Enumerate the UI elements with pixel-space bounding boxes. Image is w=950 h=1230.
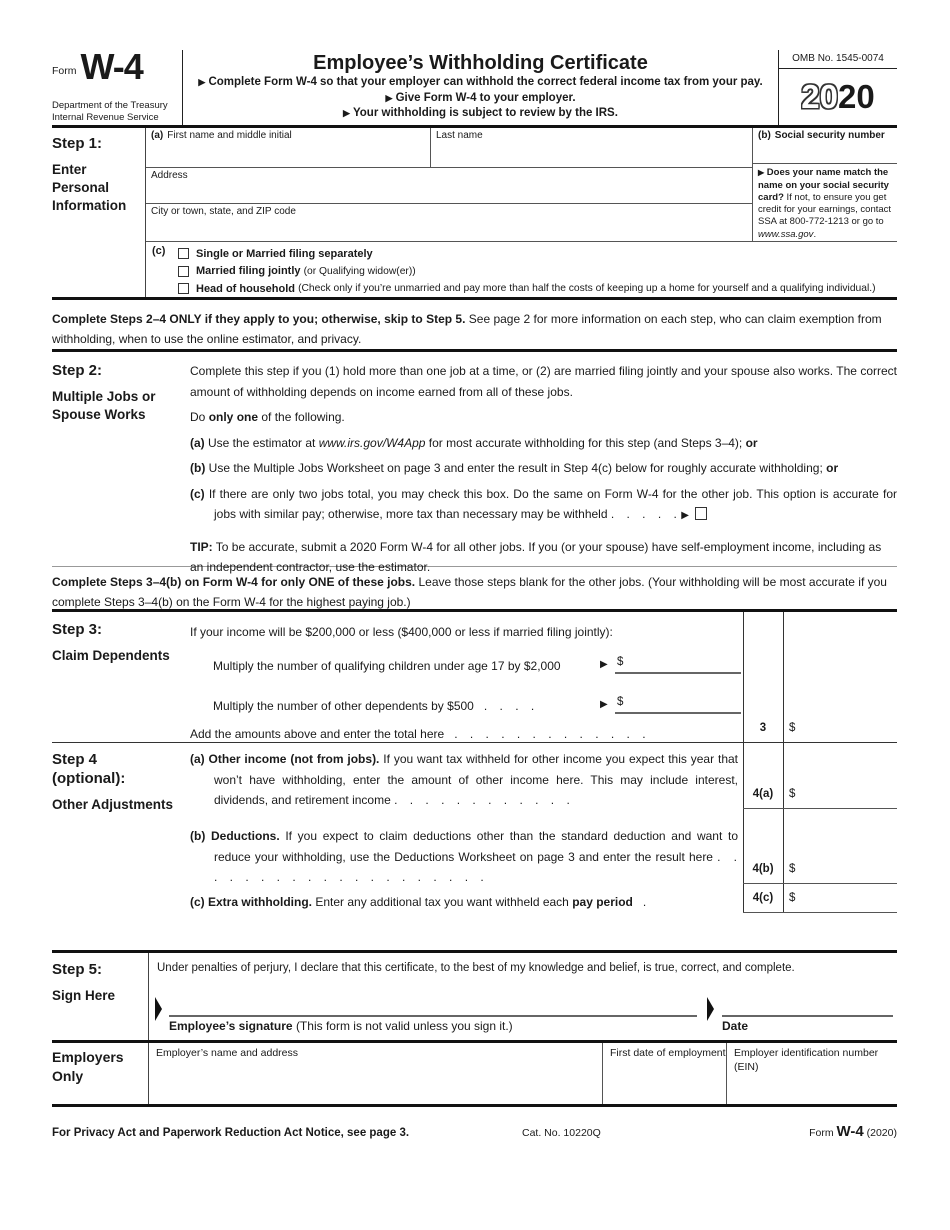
form-header: [52, 46, 897, 128]
step5-title: Step 5:: [52, 961, 103, 978]
item-4c-bold: Extra withholding.: [204, 895, 313, 909]
item-a-or: or: [745, 435, 758, 450]
footer-form-year: (2020): [863, 1127, 897, 1139]
single-label: Single or Married filing separately: [196, 247, 373, 260]
item-b-text: Use the Multiple Jobs Worksheet on page 3 and enter the result in Step 4(c) below for roughly accurate withholding;: [205, 461, 827, 475]
do-post: of the following.: [258, 410, 345, 424]
city-label: City or town, state, and ZIP code: [151, 206, 296, 217]
address-field[interactable]: [146, 167, 752, 203]
step1-label-col: [52, 128, 146, 297]
ein-label: Employer identification number (EIN): [734, 1047, 879, 1073]
table-vline-amounts: [783, 612, 784, 913]
step2-label-col: [52, 361, 190, 566]
first-name-field[interactable]: [146, 128, 431, 167]
notice-steps-2-4: [52, 300, 897, 352]
form-word: Form: [52, 65, 77, 77]
item-4a-bold: Other income (not from jobs).: [204, 752, 380, 766]
married-jointly-label: Married filing jointly: [196, 265, 304, 278]
city-state-zip-field[interactable]: [146, 203, 752, 241]
step4-item-c: [190, 892, 738, 913]
line3-number: 3: [759, 722, 767, 734]
ssn-field[interactable]: [753, 128, 897, 164]
step4-item-b: [190, 826, 738, 888]
omb-number: OMB No. 1545-0074: [779, 50, 897, 69]
step3-children-text: Multiply the number of qualifying children under age 17 by $2,000: [213, 659, 561, 673]
employer-name-address-field[interactable]: [149, 1043, 602, 1104]
arrow-right-icon: ▶: [600, 659, 608, 670]
form-title-block: [182, 50, 779, 125]
line3-amount-field[interactable]: $: [789, 722, 796, 734]
step4-item-a: [190, 749, 738, 811]
step2-do-only-one: [190, 407, 897, 428]
line4b-underline: [743, 883, 897, 884]
item-a-letter: (a): [190, 435, 205, 450]
line4b-amount-field[interactable]: $: [789, 863, 796, 875]
arrow-right-icon: ▶: [343, 108, 350, 118]
bullet-2-text: Give Form W-4 to your employer.: [395, 91, 576, 104]
item-4b-bold: Deductions.: [205, 829, 280, 843]
form-title: Employee’s Withholding Certificate: [313, 52, 648, 74]
catalog-number: Cat. No. 10220Q: [522, 1127, 601, 1139]
line4a-amount-field[interactable]: $: [789, 788, 796, 800]
step3-total-text: [190, 724, 647, 745]
item-4b-text: If you expect to claim deductions other than the standard deduction and want to reduce your withholding, use the Deductions Worksheet on page 3 and enter the result here: [214, 829, 738, 864]
total-text: Add the amounts above and enter the total here: [190, 727, 445, 741]
married-jointly-label-rest: (or Qualifying widow(er)): [303, 265, 416, 277]
step2-title: Step 2:: [52, 362, 103, 379]
step5-body: [149, 953, 897, 1040]
ssa-note-end: .: [813, 228, 817, 240]
step1-name-address-fields: [146, 128, 752, 241]
address-label: Address: [151, 170, 188, 181]
children-amount-field[interactable]: [615, 656, 741, 674]
year-bold-digits: 20: [838, 78, 875, 115]
arrow-right-icon: ▶: [758, 168, 765, 178]
step1-body: [146, 128, 897, 297]
employer-name-label: Employer’s name and address: [156, 1047, 299, 1059]
agency-lines: [52, 100, 178, 123]
bullet-3-text: Your withholding is subject to review by the IRS.: [352, 107, 618, 119]
dollar-sign: $: [617, 696, 624, 708]
signature-arrow-icon: [155, 997, 162, 1021]
date-arrow-icon: [707, 997, 714, 1021]
signature-caption-bold: Employee’s signature: [169, 1019, 296, 1033]
notice-steps-3-4b: [52, 567, 897, 612]
step3-label-col: [52, 620, 182, 665]
ein-field[interactable]: [726, 1043, 897, 1104]
footer-form-id: [809, 1123, 897, 1140]
employers-only-section: [52, 1043, 897, 1107]
filing-status-area: [146, 241, 897, 298]
spacer: [52, 913, 897, 950]
dependents-text: Multiply the number of other dependents by $500: [213, 699, 474, 713]
head-of-household-label-rest: (Check only if you’re unmarried and pay more than half the costs of keeping up a home for yourself and a qualifying individual.): [298, 283, 876, 295]
item-b-or: or: [826, 461, 839, 475]
step2-subtitle: Multiple Jobs or Spouse Works: [52, 389, 156, 422]
total-dot-leader: . . . . . . . . . . . . .: [454, 727, 647, 741]
do-bold: only one: [208, 410, 259, 424]
item-4c-bold2: pay period: [572, 895, 633, 909]
notice1-bold: Complete Steps 2–4 ONLY if they apply to you; otherwise, skip to Step 5.: [52, 312, 466, 326]
ssn-column: [752, 128, 897, 241]
item-4a-dot-leader: . . . . . . . . . . . .: [394, 793, 571, 807]
two-jobs-checkbox[interactable]: [695, 507, 707, 520]
step2-item-a: [190, 433, 897, 454]
ssn-label: Social security number: [774, 130, 885, 141]
item-4b-letter: (b): [190, 829, 206, 843]
ssa-note: [753, 164, 897, 241]
omb-year-block: [779, 50, 897, 125]
first-date-employment-field[interactable]: [602, 1043, 726, 1104]
footer-form-word: Form: [809, 1127, 837, 1139]
item-4c-pre: Enter any additional tax you want withheld each: [312, 895, 573, 909]
notice2-bold: Complete Steps 3–4(b) on Form W-4 for only ONE of these jobs.: [52, 575, 416, 589]
last-name-field[interactable]: [431, 128, 752, 167]
head-of-household-checkbox[interactable]: [178, 283, 189, 294]
bullet-1-text: Complete Form W-4 so that your employer can withhold the correct federal income tax from your pay.: [208, 76, 763, 88]
item-a-url: www.irs.gov/W4App: [318, 435, 426, 450]
steps-3-4-table: [52, 612, 897, 913]
first-name-label: First name and middle initial: [167, 130, 292, 141]
form-number: W-4: [80, 46, 143, 87]
arrow-right-icon: ▶: [385, 92, 393, 103]
form-year: [779, 69, 897, 125]
label-b: (b): [758, 130, 771, 141]
step3-intro: If your income will be $200,000 or less ($400,000 or less if married filing jointly):: [190, 625, 613, 639]
filing-status-options: [178, 245, 897, 298]
step4-label-col: [52, 750, 182, 814]
married-jointly-checkbox[interactable]: [178, 266, 189, 277]
step3-subtitle: Claim Dependents: [52, 648, 170, 663]
header-bullet-3: [189, 106, 772, 122]
signature-caption-rest: (This form is not valid unless you sign it.): [295, 1019, 513, 1033]
footer-form-number: W-4: [836, 1123, 864, 1140]
item-c-letter: (c): [190, 486, 205, 501]
step1-subtitle: Enter Personal Information: [52, 162, 127, 213]
dependents-amount-field[interactable]: [615, 696, 741, 714]
header-bullet-2: [189, 91, 772, 107]
notice2-rest: Leave those steps blank for the other jobs. (Your withholding will be most accurate if you complete Steps 3–4(b) on the Form W-4 for the highest paying job.): [52, 575, 887, 609]
first-date-label: First date of employment: [610, 1047, 726, 1059]
step1-fields-area: [146, 128, 897, 241]
item-a-post: for most accurate withholding for this step (and Steps 3–4);: [425, 435, 746, 450]
employee-signature-line[interactable]: [169, 1015, 697, 1017]
notice1-rest: See page 2 for more information on each step, who can claim exemption from withholding, when to use the online estimator, and privacy.: [52, 312, 882, 346]
dollar-sign: $: [617, 656, 624, 668]
step3-title: Step 3:: [52, 621, 103, 638]
step1-section: [52, 128, 897, 300]
header-bullet-1: [189, 75, 772, 91]
employers-only-title: Employers Only: [52, 1043, 149, 1104]
ssa-note-url: www.ssa.gov: [758, 228, 814, 240]
item-a-pre: Use the estimator at: [204, 435, 319, 450]
single-checkbox[interactable]: [178, 248, 189, 259]
line4c-underline: [743, 912, 897, 913]
step3-dependents-text: [213, 696, 535, 717]
arrow-right-icon: ▶: [681, 510, 689, 521]
step1-title: Step 1:: [52, 135, 103, 152]
arrow-right-icon: ▶: [600, 699, 608, 710]
step2-item-c: [190, 484, 897, 527]
step4-title: Step 4: [52, 751, 98, 768]
step2-body: [190, 361, 897, 574]
filing-status-single-row: [178, 245, 897, 263]
line4c-amount-field[interactable]: $: [789, 892, 796, 904]
filing-status-married-row: [178, 263, 897, 281]
step5-section: [52, 950, 897, 1043]
last-name-label: Last name: [436, 130, 483, 141]
agency-line-1: Department of the Treasury: [52, 100, 168, 111]
item-4c-letter: (c): [190, 895, 205, 909]
line4b-number: 4(b): [752, 863, 774, 875]
step2-intro-paragraph: Complete this step if you (1) hold more than one job at a time, or (2) are married filing jointly and your spouse also works. The correct amount of withholding depends on income earned from all of these jobs.: [190, 364, 897, 399]
line4a-number: 4(a): [752, 788, 774, 800]
agency-line-2: Internal Revenue Service: [52, 111, 159, 123]
step5-label-col: [52, 953, 149, 1040]
ssa-note-rest: If not, to ensure you get credit for your earnings, contact SSA at 800-772-1213 or go to: [758, 191, 892, 228]
label-c: (c): [152, 245, 166, 257]
step5-subtitle: Sign Here: [52, 988, 116, 1003]
item-b-letter: (b): [190, 461, 206, 475]
ssa-note-bold: Does your name match the name on your social security card?: [758, 167, 889, 203]
item-4c-dot-leader: .: [642, 895, 648, 909]
date-label: Date: [722, 1019, 749, 1033]
step4-title2: (optional):: [52, 770, 126, 787]
date-line[interactable]: [722, 1015, 893, 1017]
line4c-number: 4(c): [752, 892, 774, 904]
signature-caption: [169, 1019, 513, 1033]
item-4a-text: If you want tax withheld for other income you expect this year that won’t have withholding, enter the amount of other income here. This may include interest, dividends, and retirement income: [214, 752, 738, 807]
arrow-right-icon: ▶: [198, 77, 206, 87]
form-number-line: [52, 46, 178, 87]
perjury-declaration: Under penalties of perjury, I declare that this certificate, to the best of my knowledge and belief, is true, correct, and complete.: [157, 962, 795, 974]
item-4a-letter: (a): [190, 752, 205, 766]
step4-subtitle: Other Adjustments: [52, 797, 174, 812]
item-4b-dot-leader: . . . . . . . . . . . . . . . . . . . .: [214, 849, 738, 884]
head-of-household-label: Head of household: [196, 282, 299, 295]
label-a: (a): [151, 130, 164, 141]
form-footer: [52, 1123, 897, 1140]
date-caption: [722, 1019, 748, 1033]
year-outline-digits: 20: [801, 78, 838, 115]
item-c-dot-leader: . . . . .: [610, 507, 678, 521]
item-c-text: If there are only two jobs total, you may check this box. Do the same on Form W-4 for the other job. This option is accurate for jobs with similar pay; otherwise, more tax than necessary may be withheld: [204, 486, 897, 521]
do-pre: Do: [190, 410, 209, 424]
line4a-underline: [743, 808, 897, 809]
name-row: [146, 128, 752, 167]
form-identity: [52, 46, 182, 125]
dependents-dot-leader: . . . .: [483, 699, 536, 713]
privacy-act-notice: For Privacy Act and Paperwork Reduction Act Notice, see page 3.: [52, 1127, 410, 1139]
filing-status-hoh-row: [178, 280, 897, 298]
tip-text: To be accurate, submit a 2020 Form W-4 for all other jobs. If you (or your spouse) have self-employment income, including as an independent contractor, use the estimator.: [190, 539, 882, 574]
tip-bold: TIP:: [190, 539, 213, 554]
step2-section: [52, 352, 897, 574]
step2-item-b: [190, 458, 897, 479]
